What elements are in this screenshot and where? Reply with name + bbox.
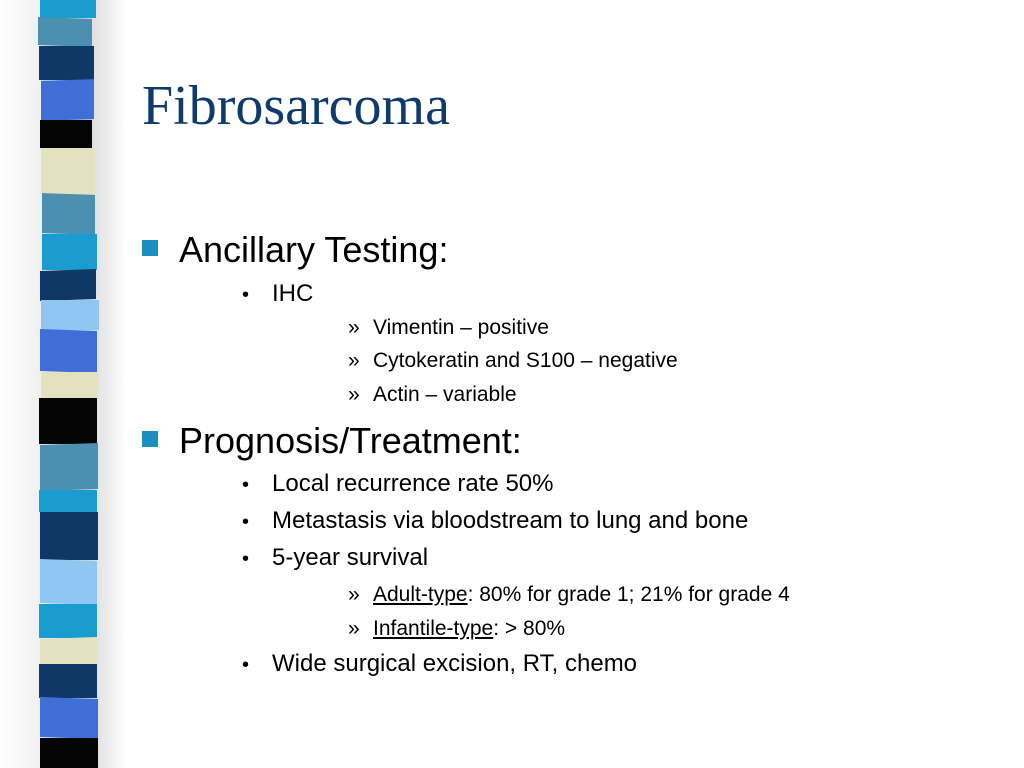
list-item (240, 472, 553, 496)
list-item-text: 5-year survival (272, 544, 429, 571)
sub-list-item (348, 317, 549, 338)
square-bullet-icon (142, 431, 158, 447)
sub-list-item-text: Actin – variable (373, 383, 517, 406)
list-item (240, 546, 428, 570)
list-item (240, 652, 637, 676)
slide-title: Fibrosarcoma (142, 75, 450, 137)
sub-list-item (348, 350, 678, 371)
list-item-text: IHC (272, 280, 314, 307)
square-bullet-icon (142, 240, 158, 256)
sub-list-item (348, 618, 565, 639)
bullet-dot-icon: • (242, 511, 250, 533)
section-heading-ancillary-testing (142, 229, 449, 270)
bullet-dot-icon: • (242, 474, 250, 496)
sub-list-item (348, 584, 790, 605)
decorative-color-stripe (36, 0, 98, 768)
bullet-dot-icon: • (242, 284, 250, 306)
section-heading-text: Ancillary Testing: (179, 229, 449, 270)
sub-list-item-text: : > 80% (493, 617, 566, 640)
bullet-dot-icon: • (242, 654, 250, 676)
bullet-dot-icon: • (242, 548, 250, 570)
list-item-text: Metastasis via bloodstream to lung and bone (272, 507, 749, 534)
list-item-text: Local recurrence rate 50% (272, 470, 554, 497)
list-item (240, 282, 313, 306)
sub-list-item-text: Cytokeratin and S100 – negative (373, 349, 678, 372)
list-item (240, 509, 748, 533)
double-chevron-icon: » (348, 617, 360, 640)
section-heading-prognosis-treatment (142, 420, 522, 461)
double-chevron-icon: » (348, 383, 360, 406)
sub-list-item-text: Vimentin – positive (373, 316, 549, 339)
sub-list-item (348, 384, 517, 405)
double-chevron-icon: » (348, 583, 360, 606)
double-chevron-icon: » (348, 316, 360, 339)
section-heading-text: Prognosis/Treatment: (179, 420, 522, 461)
sub-list-item-label: Adult-type (373, 583, 468, 606)
sub-list-item-label: Infantile-type (373, 617, 494, 640)
double-chevron-icon: » (348, 349, 360, 372)
sub-list-item-text: : 80% for grade 1; 21% for grade 4 (467, 583, 790, 606)
list-item-text: Wide surgical excision, RT, chemo (272, 650, 638, 677)
